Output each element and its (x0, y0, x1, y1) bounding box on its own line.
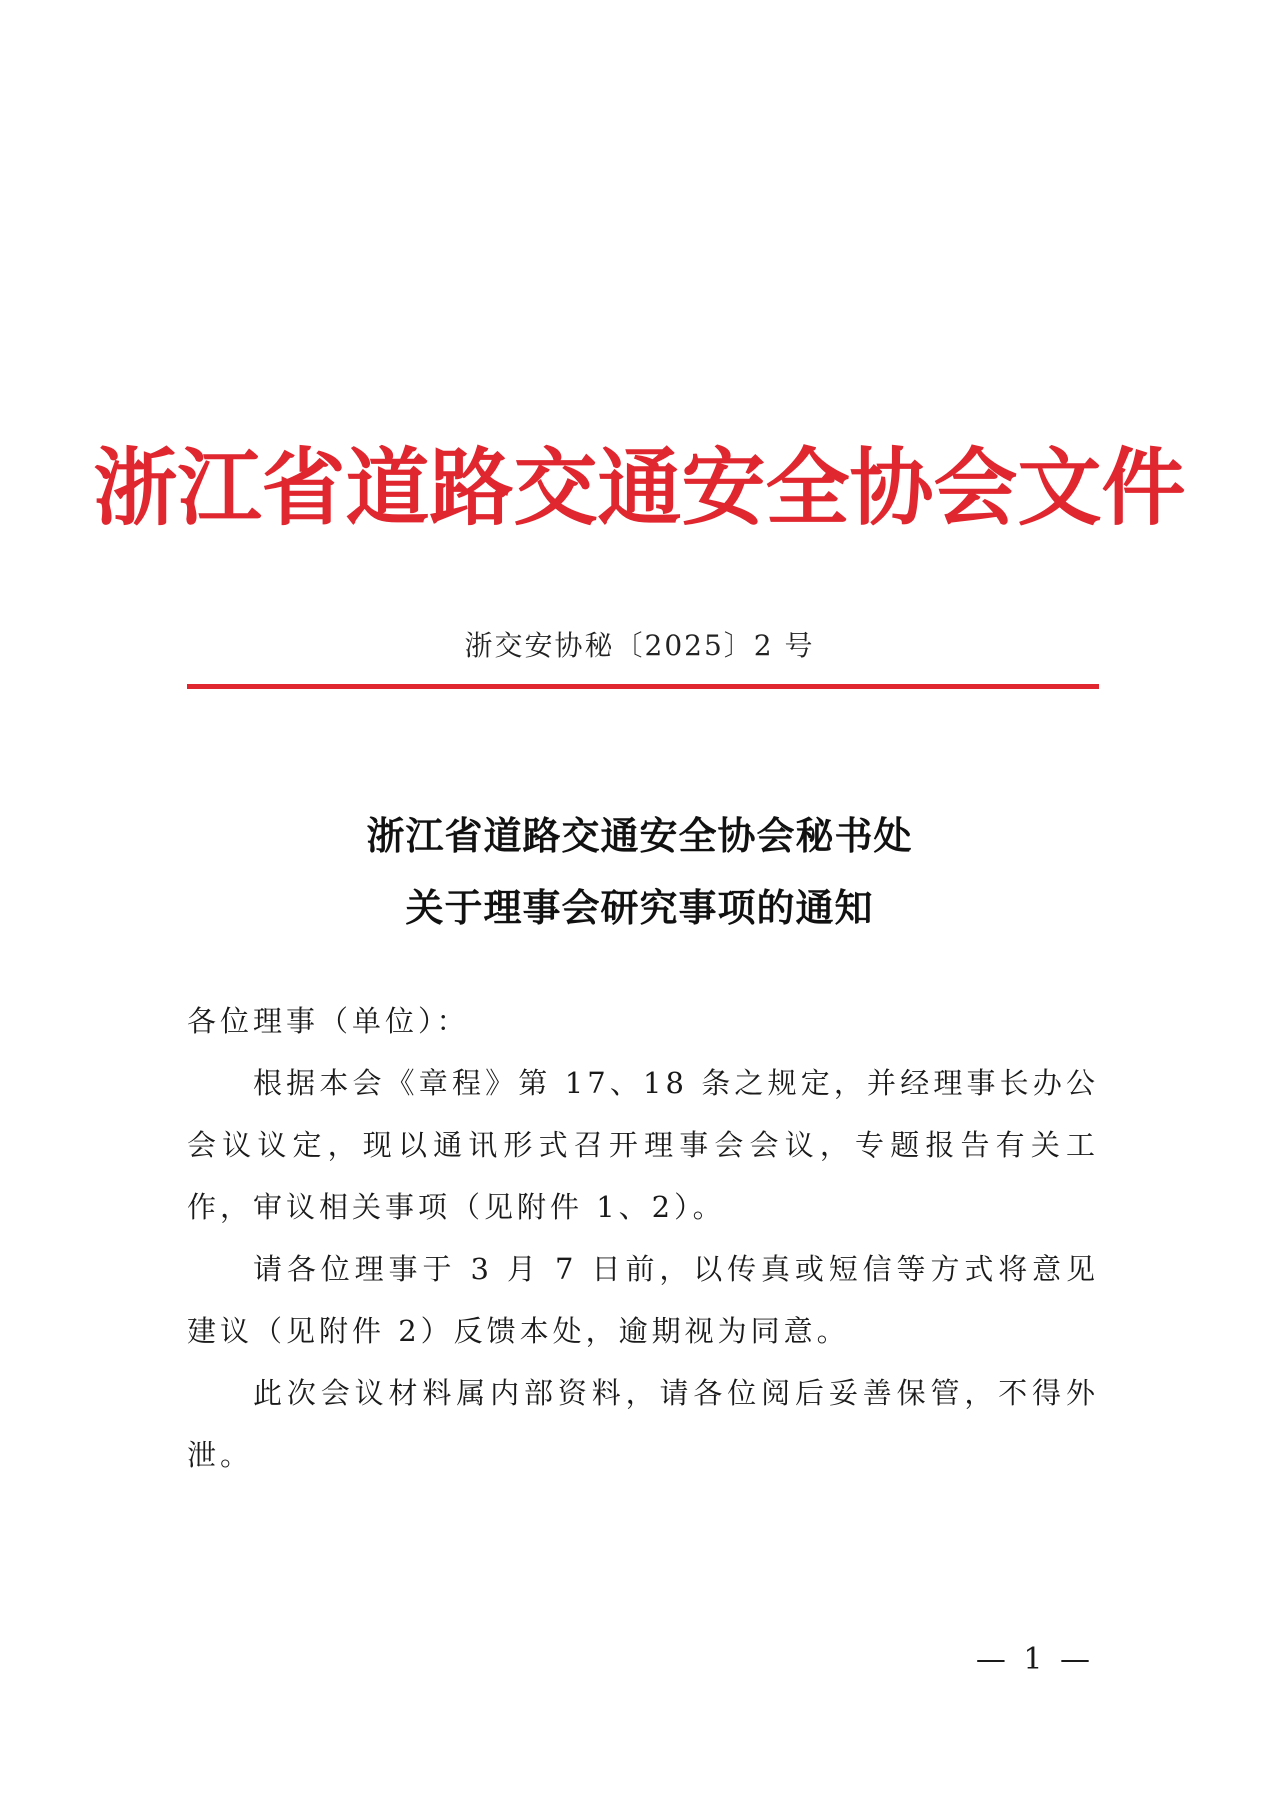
document-number: 浙交安协秘〔2025〕2 号 (464, 629, 815, 662)
salutation: 各位理事（单位）： (187, 1004, 470, 1038)
issuing-organization-title: 浙江省道路交通安全协会文件 (93, 438, 1186, 537)
notice-title (0, 800, 1279, 944)
body-paragraph-1: 根据本会《章程》第 17、18 条之规定，并经理事长办公会议议定，现以通讯形式召开理事会会议，专题报告有关工作，审议相关事项（见附件 1、2）。 (187, 1066, 1099, 1224)
notice-title-line-1: 浙江省道路交通安全协会秘书处 (366, 813, 913, 858)
notice-title-line-2: 关于理事会研究事项的通知 (405, 885, 874, 930)
body-paragraph-3: 此次会议材料属内部资料，请各位阅后妥善保管，不得外泄。 (187, 1376, 1099, 1472)
red-separator-line (187, 684, 1099, 689)
page-number: — 1 — (975, 1642, 1094, 1677)
body-paragraph-2: 请各位理事于 3 月 7 日前，以传真或短信等方式将意见建议（见附件 2）反馈本处，逾期视为同意。 (187, 1252, 1099, 1348)
notice-body (187, 990, 1099, 1486)
